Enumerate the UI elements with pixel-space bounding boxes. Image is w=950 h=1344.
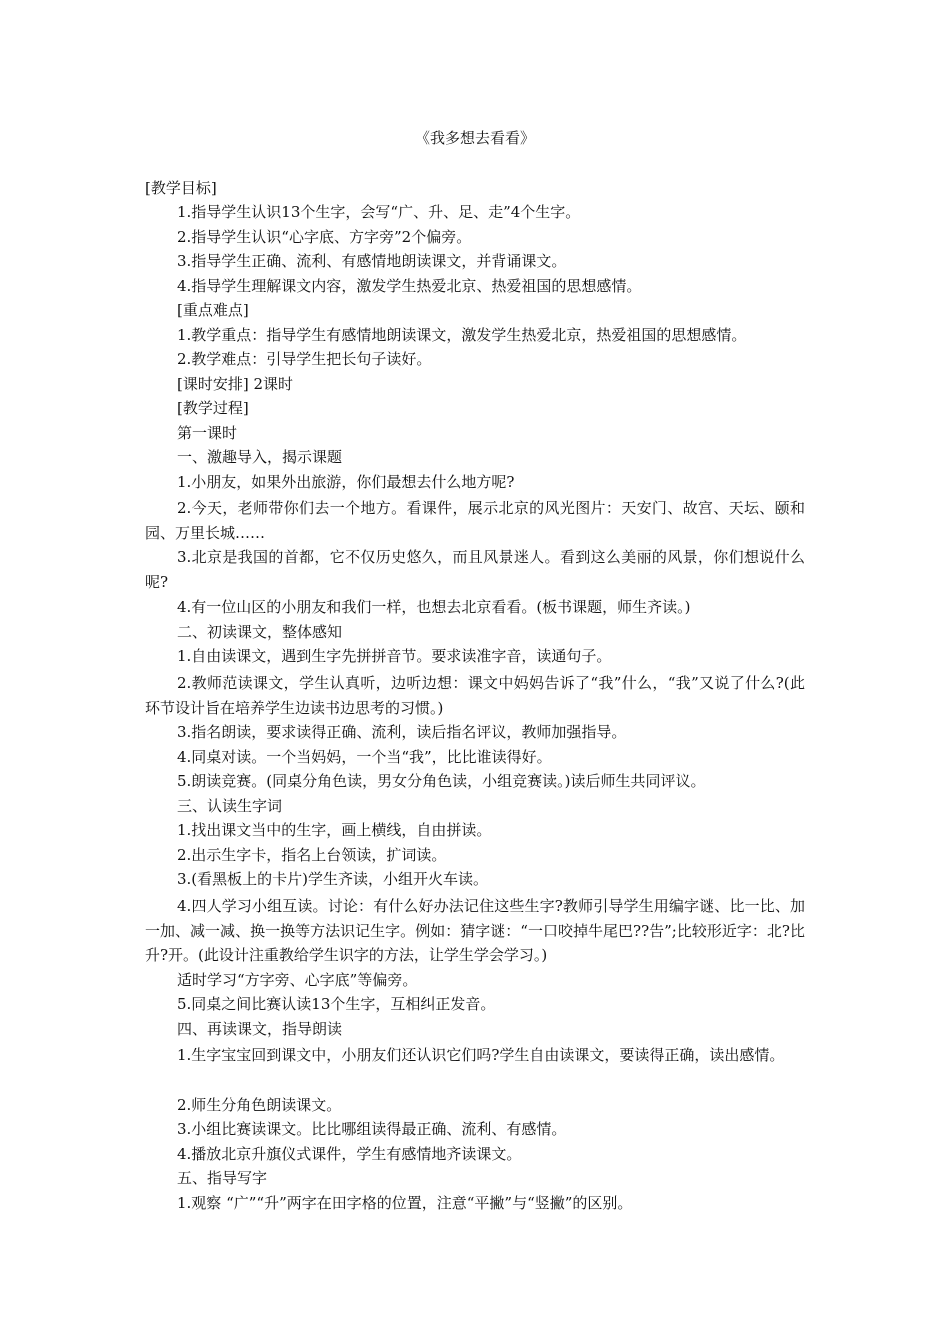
step-4-item-1: 1.生字宝宝回到课文中，小朋友们还认识它们吗?学生自由读课文，要读得正确，读出感情。 [177,1046,785,1064]
key-point-1: 1.教学重点：指导学生有感情地朗读课文，激发学生热爱北京，热爱祖国的思想感情。 [177,326,747,344]
step-3-item-2: 2.出示生字卡，指名上台领读，扩词读。 [177,846,447,864]
step-3-item-1: 1.找出课文当中的生字，画上横线，自由拼读。 [177,821,492,839]
step-heading-2: 二、初读课文，整体感知 [177,623,343,641]
step-3-item-5: 5.同桌之间比赛认读13个生字，互相纠正发音。 [177,995,496,1013]
section-heading-teaching-goals: [教学目标] [145,179,217,197]
goal-3: 3.指导学生正确、流利、有感情地朗读课文，并背诵课文。 [177,252,567,270]
step-heading-5: 五、指导写字 [177,1169,268,1187]
document-title: 《我多想去看看》 [414,129,535,147]
step-3-item-3: 3.(看黑板上的卡片)学生齐读，小组开火车读。 [177,870,489,888]
step-5-item-1: 1.观察 “广”“升”两字在田字格的位置，注意“平撇”与“竖撇”的区别。 [177,1194,633,1212]
section-heading-process: [教学过程] [177,399,249,417]
step-1-item-2: 2.今天，老师带你们去一个地方。看课件，展示北京的风光图片：天安门、故宫、天坛、颐和园、万里长城…… [145,499,805,542]
step-2-item-5: 5.朗读竞赛。(同桌分角色读，男女分角色读，小组竞赛读。)读后师生共同评议。 [177,772,706,790]
goal-4: 4.指导学生理解课文内容，激发学生热爱北京、热爱祖国的思想感情。 [177,277,642,295]
step-1-item-3: 3.北京是我国的首都，它不仅历史悠久，而且风景迷人。看到这么美丽的风景，你们想说什么呢? [145,548,805,591]
goal-2: 2.指导学生认识“心字底、方字旁”2个偏旁。 [177,228,472,246]
step-4-item-2: 2.师生分角色朗读课文。 [177,1096,342,1114]
step-1-item-4: 4.有一位山区的小朋友和我们一样，也想去北京看看。(板书课题，师生齐读。) [177,598,691,616]
step-3-note: 适时学习“方字旁、心字底”等偏旁。 [177,971,418,989]
step-heading-1: 一、激趣导入，揭示课题 [177,448,343,466]
section-heading-schedule: [课时安排] 2课时 [177,375,294,393]
goal-1: 1.指导学生认识13个生字，会写“广、升、足、走”4个生字。 [177,203,581,221]
key-point-2: 2.教学难点：引导学生把长句子读好。 [177,350,432,368]
step-3-item-4: 4.四人学习小组互读。讨论：有什么好办法记住这些生字?教师引导学生用编字谜、比一比、加一加、减一减、换一换等方法识记生字。例如：猜字谜：“一口咬掉牛尾巴??告”;比较形近字：北?比 升?开。(此设计注重教给学生识字的方法，让学生学会学习。) [145,897,805,964]
step-2-item-4: 4.同桌对读。一个当妈妈，一个当“我”，比比谁读得好。 [177,748,552,766]
section-heading-key-points: [重点难点] [177,301,249,319]
step-2-item-2: 2.教师范读课文，学生认真听，边听边想：课文中妈妈告诉了“我”什么，“我”又说了什么?(此环节设计旨在培养学生边读书边思考的习惯。) [145,674,805,717]
step-4-item-4: 4.播放北京升旗仪式课件，学生有感情地齐读课文。 [177,1145,522,1163]
step-2-item-3: 3.指名朗读，要求读得正确、流利，读后指名评议，教师加强指导。 [177,723,627,741]
lesson-heading: 第一课时 [177,424,238,442]
step-1-item-1: 1.小朋友，如果外出旅游，你们最想去什么地方呢? [177,473,515,491]
step-heading-3: 三、认读生字词 [177,797,283,815]
step-4-item-3: 3.小组比赛读课文。比比哪组读得最正确、流利、有感情。 [177,1120,567,1138]
step-heading-4: 四、再读课文，指导朗读 [177,1020,343,1038]
step-2-item-1: 1.自由读课文，遇到生字先拼拼音节。要求读准字音，读通句子。 [177,647,612,665]
